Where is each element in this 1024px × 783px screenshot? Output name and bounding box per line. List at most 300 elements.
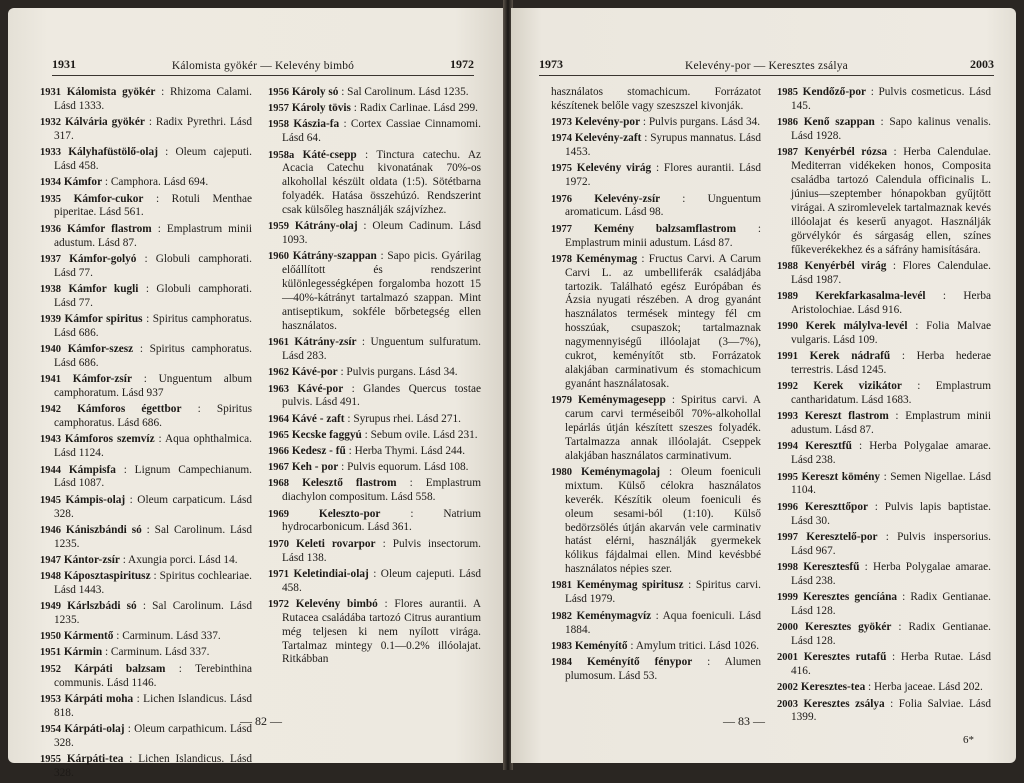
entry-definition: : Sal Carolinum. Lásd 1235.: [54, 523, 252, 550]
entry-number: 1953: [40, 693, 61, 705]
left-header-title: Kálomista gyökér — Kelevény bimbó: [171, 60, 355, 72]
right-column-2: [777, 86, 991, 728]
entry-number: 1954: [40, 723, 61, 735]
entry-definition: : Axungia porci. Lásd 14.: [119, 553, 238, 566]
entry-term: Kátrány-olaj: [294, 220, 358, 233]
dictionary-entry: [777, 531, 991, 559]
dictionary-entry: [551, 466, 761, 577]
left-header-start-number: 1931: [52, 57, 76, 71]
entry-number: 1933: [40, 147, 61, 159]
entry-number: 1967: [268, 462, 289, 474]
entry-definition: : Spiritus camphoratus. Lásd 686.: [54, 343, 253, 369]
entry-number: 1949: [40, 601, 61, 613]
entry-number: 1931: [40, 87, 61, 98]
entry-number: 1957: [268, 103, 289, 115]
entry-number: 1994: [777, 441, 798, 453]
dictionary-entry: [268, 366, 481, 380]
entry-term: Kárpáti balzsam: [74, 662, 166, 675]
entry-definition: : Herba Thymi. Lásd 244.: [345, 445, 466, 458]
entry-number: 1985: [777, 87, 798, 98]
dictionary-entry: [40, 373, 252, 401]
entry-definition: : Pulvis purgans. Lásd 34.: [337, 366, 458, 379]
entry-term: Kámfor-cukor: [73, 192, 144, 205]
entry-term: Kármentő: [63, 630, 114, 643]
entry-term: Keresztesfű: [803, 560, 860, 573]
entry-term: Káposztaspiritusz: [63, 570, 151, 583]
entry-term: Kámfor flastrom: [67, 222, 152, 235]
entry-definition: : Sebum ovile. Lásd 231.: [361, 428, 478, 441]
entry-definition: : Pulvis insectorum. Lásd 138.: [282, 537, 481, 564]
entry-definition: : Pulvis purgans. Lásd 34.: [640, 116, 761, 129]
dictionary-entry: [40, 176, 252, 190]
dictionary-entry: [40, 723, 252, 751]
dictionary-entry: [268, 538, 481, 566]
entry-definition: : Rotuli Menthae piperitae. Lásd 561.: [54, 192, 252, 219]
entry-definition: : Herba hederae terrestris. Lásd 1245.: [791, 350, 992, 376]
entry-number: 1946: [40, 524, 61, 536]
dictionary-entry: [268, 568, 481, 596]
entry-number: 1965: [268, 429, 289, 441]
entry-definition: : Radix Pyrethri. Lásd 317.: [54, 116, 252, 143]
entry-definition: : Unguentum aromaticum. Lásd 98.: [565, 192, 761, 219]
entry-term: Kerek vizikátor: [813, 380, 902, 393]
entry-definition: : Aqua ophthalmica. Lásd 1124.: [54, 433, 252, 460]
entry-definition: : Syrupus rhei. Lásd 271.: [344, 412, 461, 425]
dictionary-entry: [40, 630, 252, 644]
entry-number: 1932: [40, 117, 61, 129]
dictionary-entry: [268, 336, 481, 364]
entry-term: Kálvária gyökér: [64, 116, 145, 129]
entry-definition: : Terebinthina communis. Lásd 1146.: [54, 662, 252, 689]
entry-definition: : Spiritus cochleariae. Lásd 1443.: [54, 570, 253, 596]
entry-number: 1941: [40, 374, 61, 386]
dictionary-entry: [268, 429, 481, 443]
dictionary-entry: [551, 193, 761, 221]
entry-definition: : Pulvis cosmeticus. Lásd 145.: [791, 86, 992, 112]
entry-number: 1939: [40, 313, 61, 325]
entry-number: 1987: [777, 147, 798, 159]
dictionary-entry: [777, 471, 991, 499]
entry-number: 1960: [268, 251, 289, 263]
entry-term: Kályhafüstölő-olaj: [68, 146, 158, 159]
entry-term: Kászia-fa: [293, 118, 340, 131]
entry-number: 2001: [777, 652, 798, 664]
dictionary-entry: [40, 283, 252, 311]
dictionary-entry: [40, 494, 252, 522]
entry-term: Kenő szappan: [803, 116, 875, 129]
entry-definition: : Spiritus camphoratus. Lásd 686.: [54, 312, 253, 339]
entry-definition: : Sal Carolinum. Lásd 1235.: [338, 86, 469, 98]
entry-definition: : Sapo picis. Gyárilag előállított és rendszerint különlegességképen forgalomba hozott 15—40%-kátrányt tartalmazó szappan. Mint antiseptikum, sokféle bőrbetegség ellen használatos.: [282, 250, 481, 332]
entry-definition: : Radix Gentianae. Lásd 128.: [791, 590, 991, 617]
entry-term: Kelesztő flastrom: [302, 477, 397, 490]
entry-number: 1998: [777, 561, 798, 573]
dictionary-entry: [40, 570, 252, 598]
dictionary-entry: [777, 591, 991, 619]
dictionary-entry: [40, 433, 252, 461]
dictionary-entry: [777, 698, 991, 726]
entry-term: Kávé-por: [291, 366, 338, 379]
entry-definition: : Radix Gentianae. Lásd 128.: [791, 621, 991, 647]
entry-number: 1971: [268, 568, 289, 580]
entry-number: 1999: [777, 591, 798, 603]
entry-number: 1943: [40, 434, 61, 446]
entry-number: 1938: [40, 283, 61, 295]
entry-term: Keresztes-tea: [800, 681, 866, 694]
entry-term: Keresztes gyökér: [804, 621, 892, 634]
dictionary-entry: [268, 477, 481, 505]
entry-number: 1979: [551, 395, 572, 407]
dictionary-entry: [551, 132, 761, 160]
entry-number: 1947: [40, 554, 61, 566]
entry-term: Kárpáti-olaj: [64, 722, 125, 735]
dictionary-entry: [40, 343, 252, 371]
entry-definition: : Lichen Islandicus. Lásd 818.: [54, 692, 252, 719]
entry-term: Kámfor-golyó: [69, 252, 137, 265]
entry-term: Keresztes gencíána: [803, 590, 898, 603]
dictionary-entry: [40, 663, 252, 691]
entry-number: 1972: [268, 598, 289, 610]
entry-number: 1993: [777, 411, 798, 423]
entry-number: 1952: [40, 663, 61, 675]
entry-number: 1982: [551, 610, 572, 622]
dictionary-entry: [551, 610, 761, 638]
dictionary-entry: [40, 693, 252, 721]
entry-definition: : Herba Aristolochiae. Lásd 916.: [791, 289, 991, 316]
dictionary-entry: [40, 464, 252, 492]
dictionary-entry: [40, 646, 252, 660]
dictionary-entry: [777, 146, 991, 257]
dictionary-entry: [268, 102, 481, 116]
entry-term: Kereszt flastrom: [804, 410, 889, 423]
entry-definition: : Unguentum sulfuratum. Lásd 283.: [282, 336, 481, 363]
entry-term: Kámfor spiritus: [64, 312, 143, 325]
entry-term: Keleszto-por: [318, 507, 381, 520]
entry-number: 1962: [268, 367, 289, 379]
entry-term: Kereszttőpor: [804, 500, 868, 513]
entry-term: Keménymag spiritusz: [576, 579, 684, 592]
entry-number: 1956: [268, 87, 289, 98]
dictionary-entry: [40, 146, 252, 174]
dictionary-entry: [268, 461, 481, 475]
entry-number: 1936: [40, 223, 61, 235]
entry-term: Kemény balzsamflastrom: [593, 222, 736, 235]
dictionary-entry: [268, 383, 481, 411]
entry-definition: : Oleum carpaticum. Lásd 328.: [54, 493, 252, 520]
left-page-number: — 82 —: [240, 714, 282, 728]
entry-definition: : Fructus Carvi. A Carum Carvi L. az umbelliferák családjába tartozik. Található egész Európában és Ázsia nyugati részében. A drog gyanánt használatos termések mintegy fél cm hosszúak, csupaszok; tartalmaznak nagymennyiségű illóolajat (3—7%), cukrot, keményítőt stb. Forrázatok alakjában carminativum és stomachicum gyanánt használatosak.: [565, 252, 762, 390]
entry-number: 1984: [551, 656, 572, 668]
dictionary-entry: [551, 116, 761, 130]
entry-term: Keményítő: [574, 639, 628, 652]
dictionary-entry: [268, 86, 481, 100]
entry-definition: : Pulvis lapis baptistae. Lásd 30.: [791, 500, 991, 527]
entry-definition: : Oleum foeniculi mixtum. Külső célokra használatos keverék. Készítik oleum foeniculi és oleum sesami-ból (1:10). Külső bedörzsölés útján akarván vele carminativ hatást elérni, használják gyermekek kólikus fájdalmai ellen. Mind kevésbbé használatos népies szer.: [565, 465, 762, 576]
entry-term: Kelevény-por: [574, 116, 641, 129]
entry-number: 1961: [268, 337, 289, 349]
entry-term: Kávé - zaft: [291, 412, 345, 425]
entry-term: Kámfor kugli: [68, 282, 139, 295]
entry-term: Kárpáti-tea: [66, 753, 124, 765]
entry-number: 2002: [777, 682, 798, 694]
dictionary-entry: [40, 753, 252, 781]
entry-definition: : Herba Polygalae amarae. Lásd 238.: [791, 440, 991, 467]
entry-definition: : Globuli camphorati. Lásd 77.: [54, 252, 252, 279]
entry-term: Keresztes zsálya: [803, 697, 885, 710]
dictionary-entry: [40, 313, 252, 341]
dictionary-entry: [777, 681, 991, 695]
entry-term: Kecske faggyú: [291, 428, 362, 441]
dictionary-entry: [40, 600, 252, 628]
entry-term: Keménymag: [576, 252, 638, 265]
dictionary-entry: [777, 290, 991, 318]
entry-number: 1980: [551, 466, 572, 478]
entry-definition: : Emplastrum minii adustum. Lásd 87.: [791, 410, 992, 437]
dictionary-entry: [551, 223, 761, 251]
entry-definition: : Herba Calendulae. Mediterran vidékeken honos, Composita családba tartozó Calendula officinalis L. június—szeptember hónapokban gyűjtött virágai. A sziromlevelek tartalmaznak kevés illóolajat és keserű anyagot. Használják görvélykór és sárgaság ellen, színes fűkeverékekhez és a sáfrány hamisítására.: [791, 146, 991, 256]
entry-term: Kámfor: [63, 176, 103, 189]
signature-mark: 6*: [963, 734, 974, 746]
entry-term: Kerek nádrafű: [809, 350, 891, 363]
entry-definition: : Herba Polygalae amarae. Lásd 238.: [791, 560, 991, 587]
entry-definition: : Folia Malvae vulgaris. Lásd 109.: [791, 319, 992, 346]
dictionary-entry: [40, 116, 252, 144]
dictionary-entry: [777, 260, 991, 288]
right-header-title: Kelevény-por — Keresztes zsálya: [685, 60, 848, 72]
entry-definition: : Amylum tritici. Lásd 1026.: [627, 639, 760, 652]
entry-number: 1934: [40, 177, 61, 189]
entry-definition: : Emplastrum cantharidatum. Lásd 1683.: [791, 380, 991, 407]
entry-definition: : Radix Carlinae. Lásd 299.: [350, 102, 478, 115]
entry-number: 1955: [40, 754, 61, 765]
entry-number: 1969: [268, 508, 289, 520]
entry-number: 1976: [551, 193, 572, 205]
entry-definition: : Tinctura catechu. Az Acacia Catechu kivonatának 70%-os alkohollal készült oldata (1:5). Sötétbarna folyadék. Hatása összehúzó. Rendszerint csak külsőleg használják szájvízhez.: [282, 148, 481, 217]
entry-definition: : Spiritus carvi. Lásd 1979.: [565, 579, 761, 606]
entry-term: Kántor-zsír: [63, 553, 120, 566]
entry-term: Kámpis-olaj: [65, 493, 126, 506]
entry-number: 1988: [777, 260, 798, 272]
entry-term: Keményítő fénypor: [586, 655, 693, 668]
dictionary-entry: [268, 445, 481, 459]
entry-number: 1991: [777, 351, 798, 363]
entry-term: Kávé-por: [297, 382, 344, 395]
dictionary-entry: [40, 253, 252, 281]
entry-term: Keleti rovarpor: [296, 537, 376, 550]
entry-number: 1958a: [268, 149, 295, 161]
entry-term: Káté-csepp: [302, 148, 357, 161]
entry-term: Kálomista gyökér: [66, 86, 156, 98]
entry-number: 1989: [777, 290, 798, 302]
entry-number: 1995: [777, 471, 798, 483]
entry-definition: : Spiritus carvi. A carum carvi terméseiből 70%-alkohollal lepárlás útján készített szeszes folyadék. Tartalmazza annak illóolaját. Cseppek alakjában használatos carminativum.: [565, 394, 761, 462]
dictionary-entry: [268, 149, 481, 219]
entry-number: 1973: [551, 117, 572, 129]
entry-definition: : Lignum Campechianum. Lásd 1087.: [54, 463, 252, 490]
entry-number: 1974: [551, 133, 572, 145]
dictionary-entry: [777, 651, 991, 679]
entry-number: 1996: [777, 501, 798, 513]
entry-number: 1970: [268, 538, 289, 550]
dictionary-entry: [40, 86, 252, 114]
entry-definition: : Oleum Cadinum. Lásd 1093.: [282, 220, 481, 247]
entry-number: 1959: [268, 221, 289, 233]
right-column-1-entries: [551, 116, 761, 684]
left-column-2: [268, 86, 481, 670]
entry-number: 1977: [551, 223, 572, 235]
dictionary-entry: [40, 554, 252, 568]
entry-definition: : Lichen Islandicus. Lásd 328.: [54, 753, 252, 779]
entry-definition: : Sapo kalinus venalis. Lásd 1928.: [791, 116, 991, 143]
dictionary-entry: [777, 501, 991, 529]
entry-number: 1975: [551, 163, 572, 175]
entry-number: 2000: [777, 622, 798, 634]
entry-term: Kániszbándi só: [65, 523, 142, 536]
entry-definition: : Aqua foeniculi. Lásd 1884.: [565, 609, 761, 636]
entry-term: Keménymagvíz: [576, 609, 652, 622]
entry-definition: : Rhizoma Calami. Lásd 1333.: [54, 86, 252, 112]
dictionary-entry: [268, 118, 481, 146]
right-page-number: — 83 —: [723, 714, 765, 728]
entry-number: 1944: [40, 464, 61, 476]
entry-definition: : Carminum. Lásd 337.: [113, 630, 221, 643]
entry-term: Kámforos égettbor: [77, 403, 182, 416]
dictionary-entry: [777, 561, 991, 589]
entry-definition: : Syrupus mannatus. Lásd 1453.: [565, 132, 761, 159]
entry-number: 1997: [777, 531, 798, 543]
entry-definition: : Folia Salviae. Lásd 1399.: [791, 697, 991, 724]
entry-number: 1978: [551, 253, 572, 265]
left-header-end-number: 1972: [449, 57, 474, 71]
entry-number: 1940: [40, 344, 61, 356]
entry-term: Kátrány-zsír: [294, 336, 357, 349]
entry-term: Keménymagolaj: [580, 465, 661, 478]
dictionary-entry: [777, 116, 991, 144]
dictionary-entry: [777, 440, 991, 468]
dictionary-entry: [268, 250, 481, 333]
entry-term: Kenyérbél virág: [804, 259, 887, 272]
entry-number: 1951: [40, 647, 61, 659]
left-running-header: [52, 54, 474, 76]
dictionary-entry: [777, 410, 991, 438]
entry-definition: : Sal Carolinum. Lásd 1235.: [54, 600, 252, 627]
dictionary-entry: [777, 380, 991, 408]
entry-term: Kámpisfa: [68, 463, 116, 476]
dictionary-entry: [551, 656, 761, 684]
entry-term: Keménymagesepp: [577, 394, 666, 407]
dictionary-entry: [40, 524, 252, 552]
entry-number: 1958: [268, 119, 289, 131]
dictionary-entry: [268, 220, 481, 248]
entry-definition: : Unguentum album camphoratum. Lásd 937: [54, 373, 252, 400]
dictionary-entry: [777, 320, 991, 348]
entry-number: 1968: [268, 478, 289, 490]
continued-entry-text: használatos stomachicum. Forrázatot készítenek belőle vagy szeszszel kivonják.: [551, 86, 761, 112]
entry-number: 1964: [268, 413, 289, 425]
entry-definition: : Globuli camphorati. Lásd 77.: [54, 282, 252, 309]
entry-term: Kámfor-szesz: [67, 343, 134, 356]
entry-term: Kárlszbádi só: [67, 600, 137, 613]
entry-number: 1935: [40, 193, 61, 205]
entry-definition: : Flores aurantii. A Rutacea családába tartozó Citrus aurantium még teljesen ki nem nyílott virága. Tartalmaz mintegy 0.1—0.2% illóolajat. Ritkábban: [282, 597, 482, 666]
entry-definition: : Emplastrum minii adustum. Lásd 87.: [54, 222, 252, 249]
entry-definition: : Pulvis equorum. Lásd 108.: [338, 461, 469, 474]
dictionary-entry: [551, 162, 761, 190]
entry-term: Kereszt kömény: [801, 470, 881, 483]
entry-term: Kámfor-zsír: [72, 373, 132, 386]
dictionary-entry: [268, 508, 481, 536]
entry-number: 1948: [40, 571, 61, 583]
entry-definition: : Flores Calendulae. Lásd 1987.: [791, 259, 991, 286]
entry-term: Keresztfű: [805, 440, 852, 453]
entry-definition: : Oleum cajeputi. Lásd 458.: [54, 146, 253, 173]
dictionary-entry: [551, 640, 761, 654]
entry-term: Keh - por: [291, 461, 339, 474]
entry-definition: : Spiritus camphoratus. Lásd 686.: [54, 403, 252, 430]
entry-term: Kendőző-por: [802, 86, 867, 98]
entry-definition: : Pulvis inspersorius. Lásd 967.: [791, 530, 991, 557]
entry-definition: : Herba Rutae. Lásd 416.: [791, 651, 991, 678]
left-page: [8, 8, 505, 779]
entry-number: 1945: [40, 494, 61, 506]
entry-definition: : Flores aurantii. Lásd 1972.: [565, 162, 761, 189]
dictionary-entry: [268, 598, 481, 668]
dictionary-entry: [777, 86, 991, 114]
entry-term: Kámforos szemvíz: [64, 433, 155, 446]
entry-definition: : Glandes Quercus tostae pulvis. Lásd 491.: [282, 382, 481, 409]
dictionary-entry: [551, 394, 761, 464]
entry-number: 1942: [40, 404, 61, 416]
dictionary-entry: [777, 621, 991, 649]
entry-number: 2003: [777, 698, 798, 710]
entry-term: Kedesz - fű: [291, 445, 346, 458]
entry-definition: : Cortex Cassiae Cinnamomi. Lásd 64.: [282, 118, 481, 145]
entry-definition: : Camphora. Lásd 694.: [102, 176, 209, 189]
entry-definition: : Oleum carpathicum. Lásd 328.: [54, 722, 252, 749]
entry-definition: : Emplastrum minii adustum. Lásd 87.: [565, 222, 761, 249]
entry-number: 1992: [777, 381, 798, 393]
entry-definition: : Natrium hydrocarbonicum. Lásd 361.: [282, 507, 482, 534]
entry-term: Kelevény-zsír: [594, 192, 661, 205]
entry-number: 1937: [40, 253, 61, 265]
entry-term: Károly tövis: [291, 102, 351, 115]
dictionary-entry: [551, 579, 761, 607]
entry-definition: : Carminum. Lásd 337.: [102, 646, 210, 659]
entry-definition: : Herba jaceae. Lásd 202.: [865, 681, 983, 694]
entry-term: Kelevény bimbó: [295, 597, 378, 610]
entry-term: Keresztelő-por: [806, 530, 878, 543]
left-column-1: [40, 86, 252, 783]
entry-number: 1983: [551, 640, 572, 652]
entry-term: Kátrány-szappan: [292, 250, 377, 263]
entry-number: 1950: [40, 631, 61, 643]
entry-term: Kerekfarkasalma-levél: [815, 289, 926, 302]
entry-term: Kelevény-zaft: [574, 132, 642, 145]
right-column-1: [551, 86, 761, 686]
entry-definition: : Emplastrum diachylon compositum. Lásd 558.: [282, 477, 481, 504]
entry-number: 1981: [551, 580, 572, 592]
dictionary-entry: [40, 403, 252, 431]
right-page: [511, 8, 1016, 763]
dictionary-entry: [40, 193, 252, 221]
dictionary-entry: [551, 253, 761, 392]
entry-term: Kenyérbél rózsa: [804, 146, 888, 159]
right-header-end-number: 2003: [969, 57, 994, 71]
entry-term: Kárpáti moha: [64, 692, 134, 705]
entry-definition: : Oleum cajeputi. Lásd 458.: [282, 567, 481, 594]
entry-term: Keletindiai-olaj: [293, 567, 369, 580]
dictionary-entry: [777, 350, 991, 378]
